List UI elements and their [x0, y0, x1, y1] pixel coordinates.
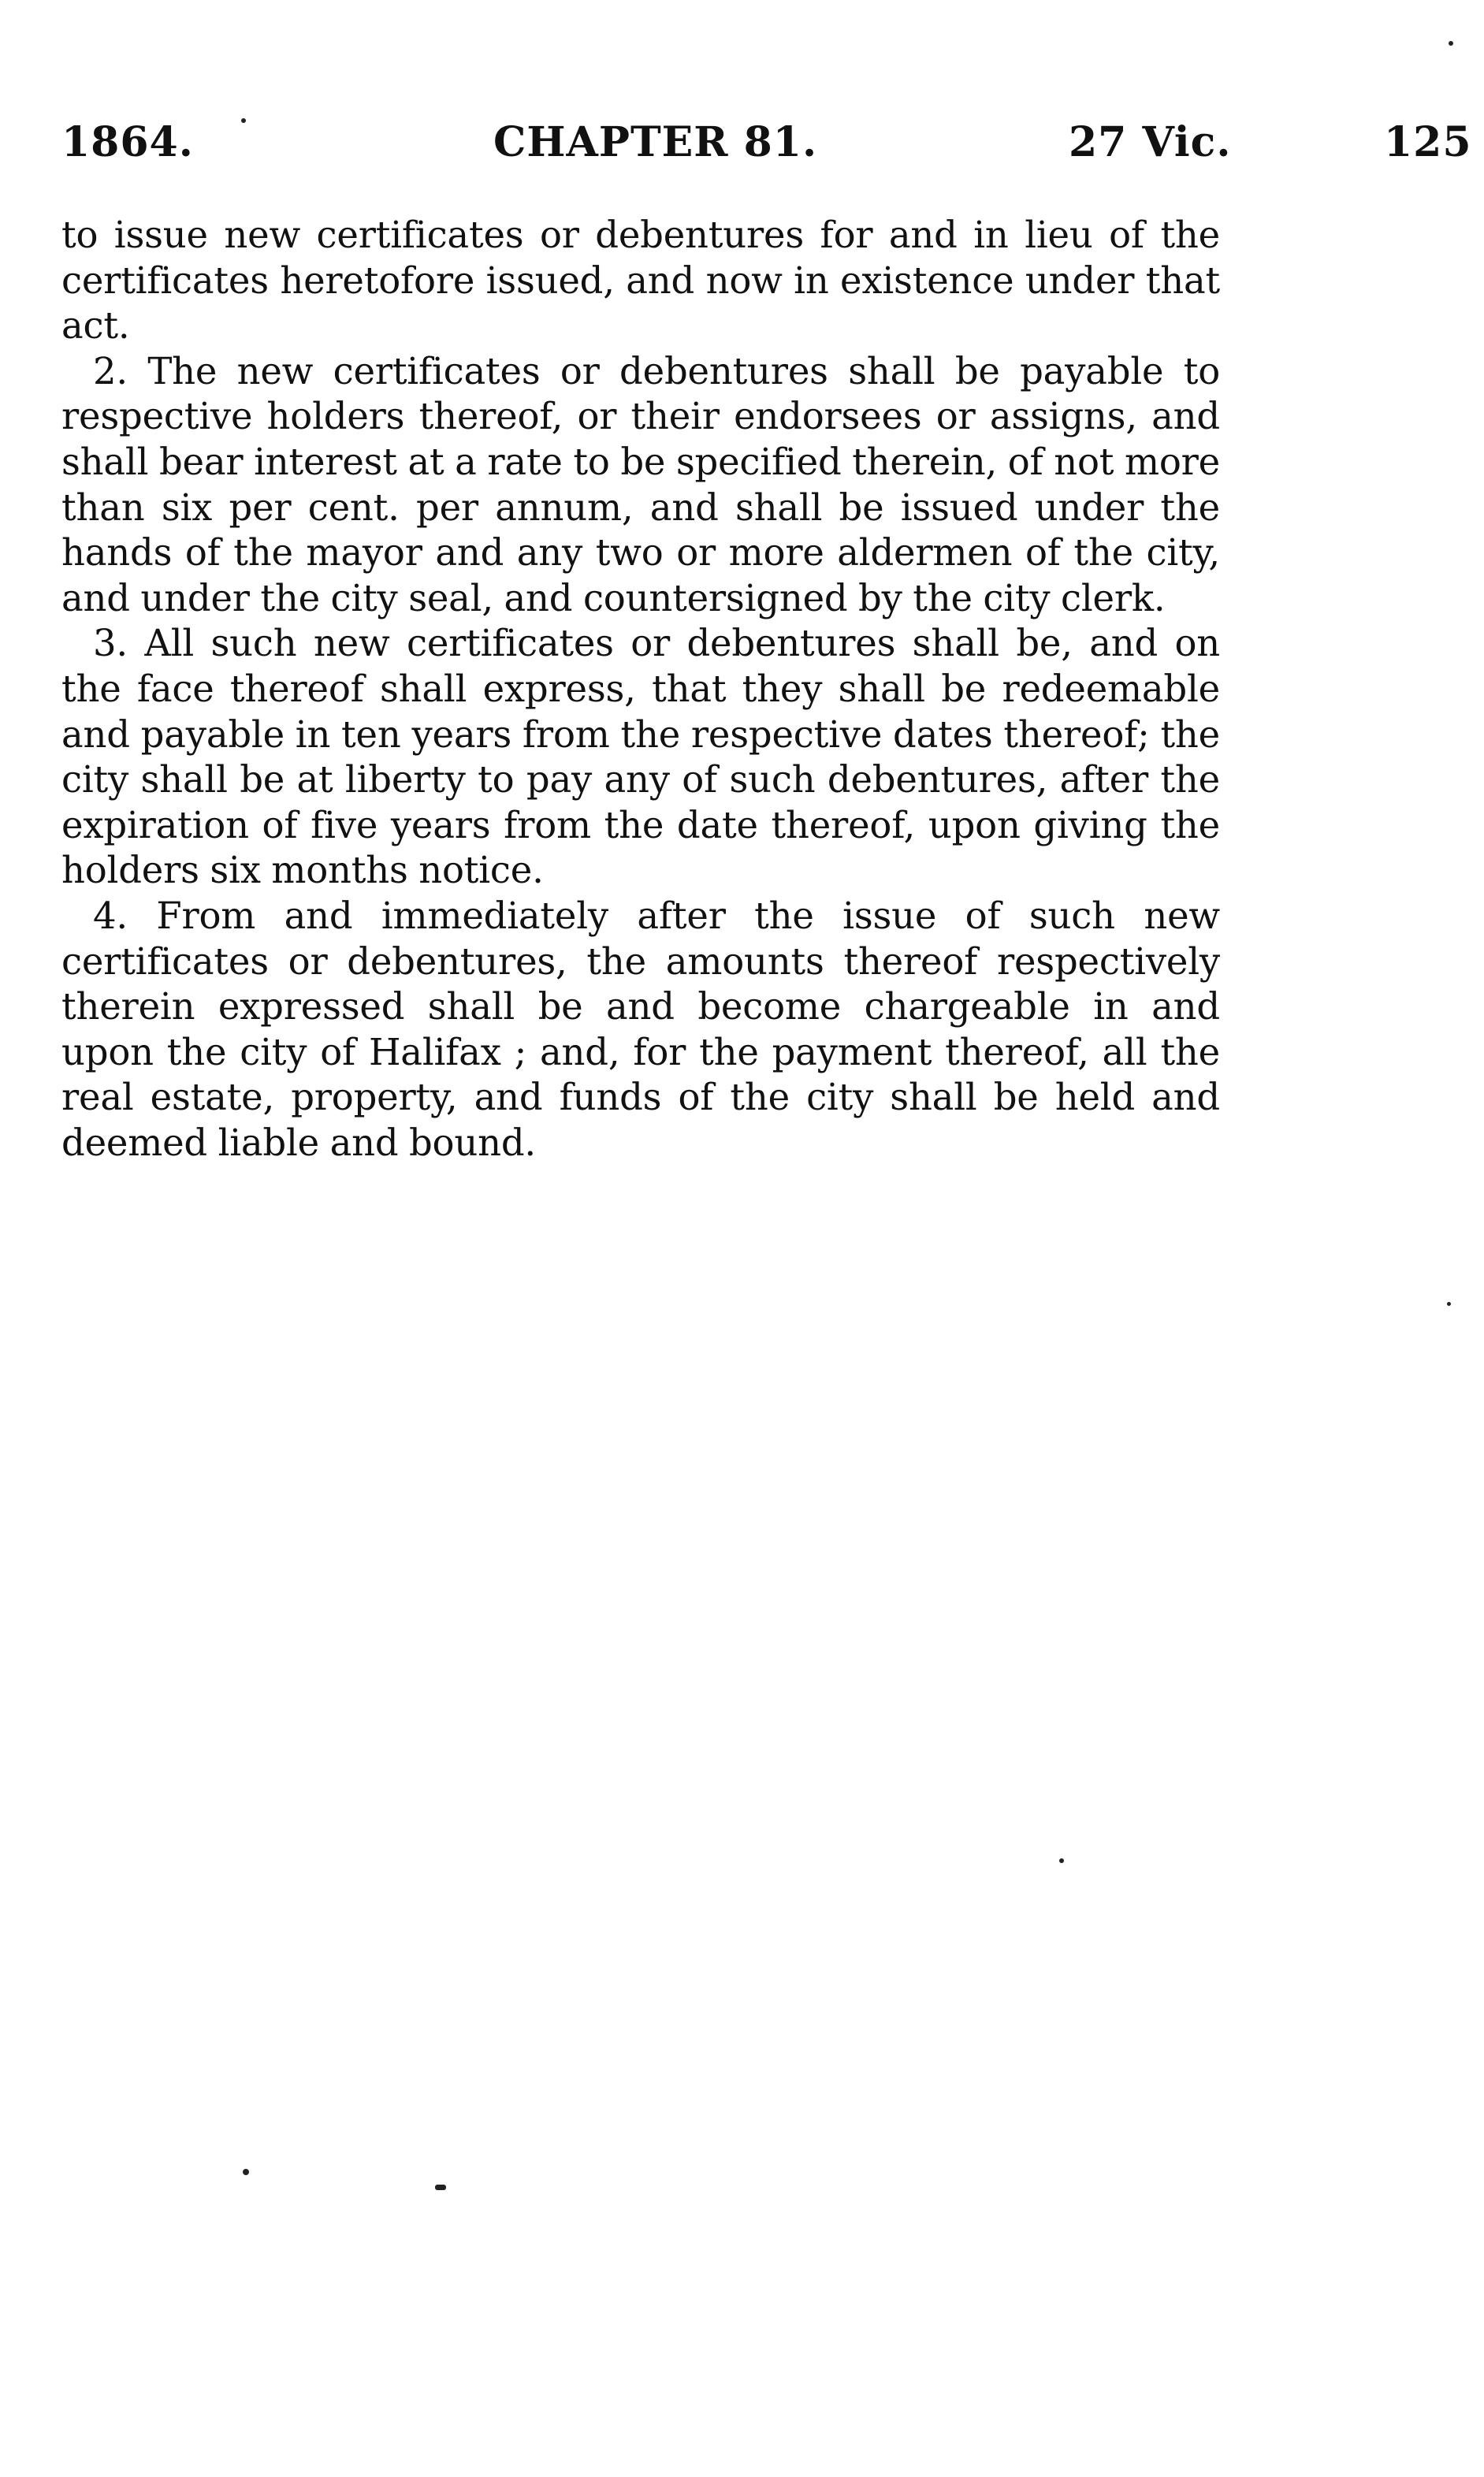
page-number: 125 [1384, 118, 1472, 166]
speck [435, 2185, 446, 2190]
section-2: 2. The new certificates or debentures shall be payable to respective holders thereof, or their endorsees or assigns, and shall bear interest at a rate to be specified therein, of not more than six per cent. per annum, and shall be issued under the hands of the mayor and any two or more aldermen of the city, and under the city seal, and countersigned by the city clerk. [61, 349, 1220, 619]
running-head [61, 118, 1472, 173]
speck [1449, 41, 1453, 46]
paragraph-continuation: to issue new certificates or debentures for and in lieu of the certificates heretofore issued, and now in existence under that act. [61, 214, 1220, 348]
statute-text [61, 213, 1220, 1166]
speck [1059, 1858, 1064, 1863]
header-year: 1864. [61, 118, 194, 166]
header-regnal-year: 27 Vic. [1069, 118, 1232, 166]
section-4: 4. From and immediately after the issue of such new certificates or debentures, the amounts thereof respectively therein expressed shall be and become chargeable in and upon the city of Halifax ; and, for the payment thereof, all the real estate, property, and funds of the city shall be held and deemed liable and bound. [61, 894, 1220, 1164]
speck [1447, 1302, 1451, 1306]
header-chapter: CHAPTER 81. [493, 118, 818, 166]
speck [243, 2169, 249, 2175]
speck [241, 118, 246, 123]
section-3: 3. All such new certificates or debentures shall be, and on the face thereof shall express, that they shall be redeemable and payable in ten years from the respective dates thereof; the city shall be at liberty to pay any of such debentures, after the expiration of five years from the date thereof, upon giving the holders six months notice. [61, 622, 1220, 892]
